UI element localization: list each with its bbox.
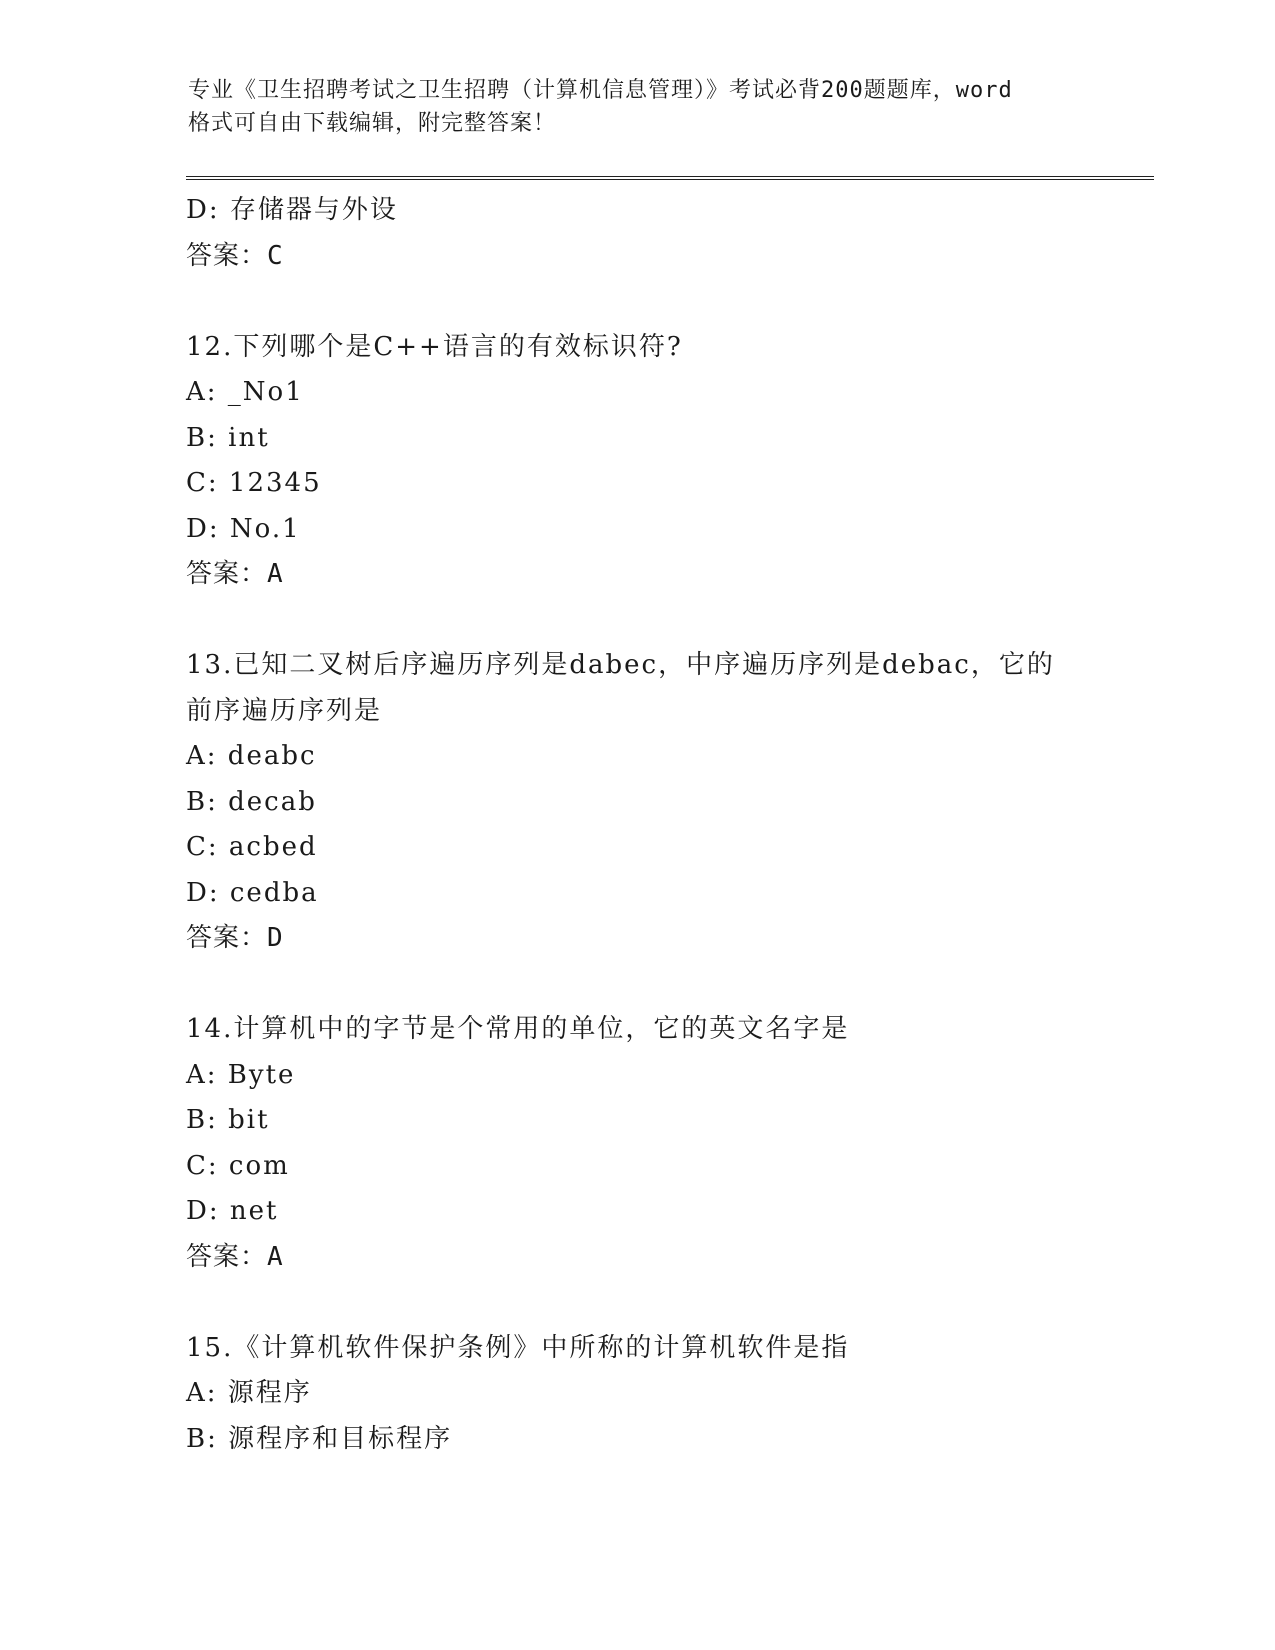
question-13-stem-line-2: 前序遍历序列是 [186,695,383,726]
question-13-option-c: C: acbed [186,832,318,862]
spacer [186,1280,1146,1326]
question-12-option-d: D: No.1 [186,513,301,544]
question-13-stem-line-1: 13.已知二叉树后序遍历序列是dabec，中序遍历序列是debac，它的 [186,650,1055,680]
question-13-answer: 答案：D [186,923,284,953]
question-15-option-a: A: 源程序 [186,1378,312,1408]
question-12-option-c: C: 12345 [186,468,322,498]
spacer [186,962,1146,1008]
question-14-option-a: A: Byte [186,1059,296,1090]
header-line-1: 专业《卫生招聘考试之卫生招聘（计算机信息管理）》考试必背200题题库，word [188,78,1013,103]
header-line-2: 格式可自由下载编辑，附完整答案！ [188,111,557,136]
question-15-option-b: B: 源程序和目标程序 [186,1423,453,1454]
question-13-option-d: D: cedba [186,877,319,908]
question-12-option-b: B: int [186,422,270,453]
question-14-answer: 答案：A [186,1241,284,1272]
question-14-option-d: D: net [186,1196,279,1226]
prev-question-option-d: D: 存储器与外设 [186,195,398,225]
spacer [186,279,1146,325]
question-15-stem: 15.《计算机软件保护条例》中所称的计算机软件是指 [186,1332,850,1363]
question-14-stem: 14.计算机中的字节是个常用的单位，它的英文名字是 [186,1014,850,1044]
header-divider [186,176,1154,180]
question-12-answer: 答案：A [186,559,284,589]
prev-question-answer: 答案：C [186,240,284,271]
question-12-stem: 12.下列哪个是C++语言的有效标识符? [186,331,683,362]
spacer [186,598,1146,644]
document-header [188,74,1088,140]
question-14-option-c: C: com [186,1150,290,1181]
question-12-option-a: A: _No1 [186,377,304,407]
question-list [186,188,1146,1462]
question-14-option-b: B: bit [186,1105,270,1135]
question-13-option-b: B: decab [186,786,317,817]
question-13-option-a: A: deabc [186,741,317,771]
